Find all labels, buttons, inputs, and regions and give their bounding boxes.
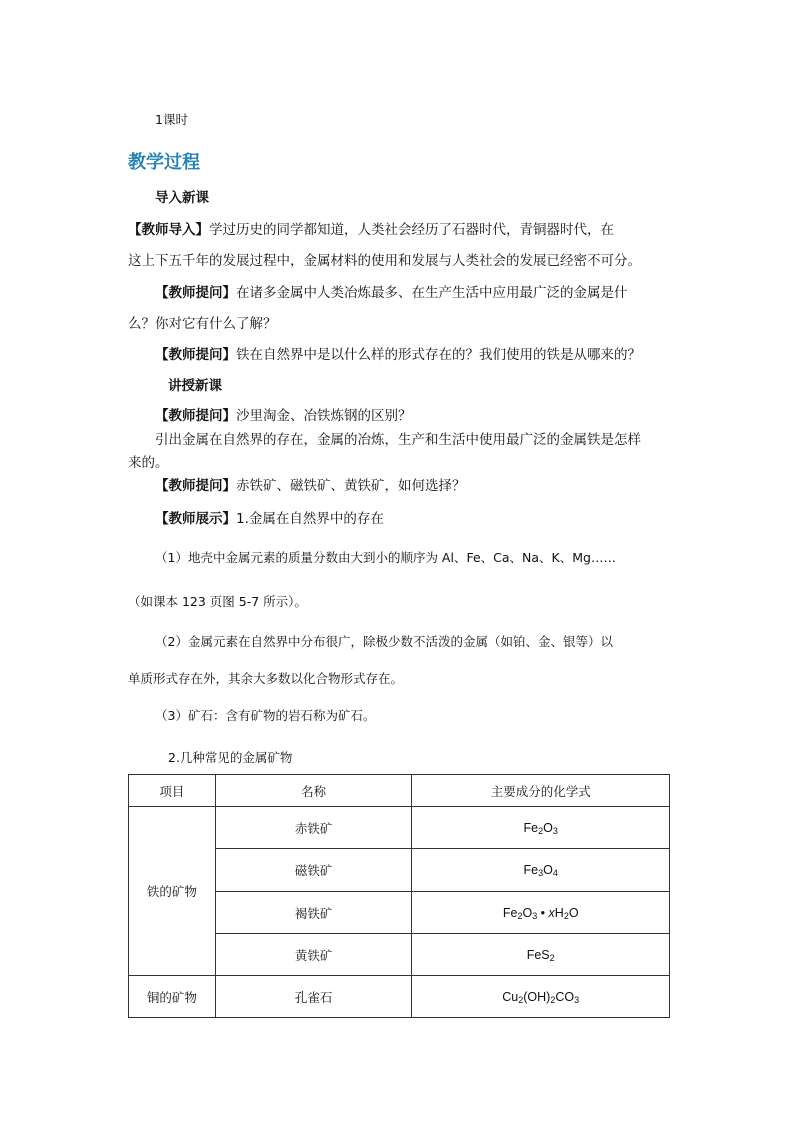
group-copper-minerals: 铜的矿物 [129, 976, 216, 1018]
list-item-text: 单质形式存在外，其余大多数以化合物形式存在。 [128, 671, 404, 686]
mineral-name: 赤铁矿 [215, 807, 412, 849]
section-title: 教学过程 [128, 152, 200, 173]
paragraph-text: 1.金属在自然界中的存在 [236, 511, 384, 527]
mineral-formula: FeS$_2$ [412, 934, 670, 976]
table-row [129, 976, 670, 1018]
minerals-table [128, 774, 670, 1018]
paragraph-teacher-show [155, 507, 384, 527]
paragraph-text: 铁在自然界中是以什么样的形式存在的？我们使用的铁是从哪来的？ [236, 347, 641, 363]
paragraph-text: 来的。 [128, 455, 169, 471]
header-formula: 主要成分的化学式 [412, 775, 670, 807]
mineral-name: 黄铁矿 [215, 934, 412, 976]
group-iron-minerals: 铁的矿物 [129, 807, 216, 976]
lecture-heading: 讲授新课 [168, 378, 222, 394]
tag-teacher-question: 【教师提问】 [155, 408, 236, 424]
paragraph-teacher-question-4 [155, 474, 466, 494]
paragraph-teacher-question-3 [155, 404, 412, 424]
mineral-name: 褐铁矿 [215, 892, 412, 934]
tag-teacher-question: 【教师提问】 [155, 478, 236, 494]
paragraph-text: 学过历史的同学都知道，人类社会经历了石器时代，青铜器时代，在 [209, 222, 614, 238]
list-item-text: （2）金属元素在自然界中分布很广，除极少数不活泼的金属（如铂、金、银等）以 [155, 634, 613, 649]
mineral-formula: $Cu_2(OH)_2CO_3$ [412, 976, 670, 1018]
table-row [129, 807, 670, 849]
mineral-name: 孔雀石 [215, 976, 412, 1018]
header-item: 项目 [129, 775, 216, 807]
tag-teacher-question: 【教师提问】 [155, 347, 236, 363]
list-item-3: （3）矿石：含有矿物的岩石称为矿石。 [155, 708, 376, 723]
mineral-name: 磁铁矿 [215, 849, 412, 892]
mineral-formula: $Fe_2O_3$ [412, 807, 670, 849]
mineral-formula: $Fe_3O_4$ [412, 849, 670, 892]
paragraph-text: 么？你对它有什么了解？ [128, 316, 277, 332]
intro-heading: 导入新课 [155, 190, 209, 206]
mineral-formula: $Fe_2O_3$ • $xH_2O$ [412, 892, 670, 934]
header-name: 名称 [215, 775, 412, 807]
tag-teacher-show: 【教师展示】 [155, 511, 236, 527]
list-item-text: （如课本 123 页图 5-7 所示）。 [128, 594, 307, 609]
paragraph-text: 赤铁矿、磁铁矿、黄铁矿，如何选择？ [236, 478, 466, 494]
table-header-row [129, 775, 670, 807]
table-caption: 2.几种常见的金属矿物 [168, 750, 293, 765]
paragraph-text: 沙里淘金、冶铁炼钢的区别？ [236, 408, 412, 424]
paragraph-text: 引出金属在自然界的存在，金属的冶炼，生产和生活中使用最广泛的金属铁是怎样 [155, 432, 641, 448]
paragraph-teacher-question-2 [155, 343, 641, 363]
tag-teacher-intro: 【教师导入】 [128, 222, 209, 238]
paragraph-text: 在诸多金属中人类冶炼最多、在生产生活中应用最广泛的金属是什 [236, 285, 628, 301]
paragraph-text: 这上下五千年的发展过程中，金属材料的使用和发展与人类社会的发展已经密不可分。 [128, 253, 641, 269]
tag-teacher-question: 【教师提问】 [155, 285, 236, 301]
class-time: 1课时 [155, 112, 188, 127]
list-item-text: （1）地壳中金属元素的质量分数由大到小的顺序为 Al、Fe、Ca、Na、K、Mg…… [155, 550, 616, 565]
